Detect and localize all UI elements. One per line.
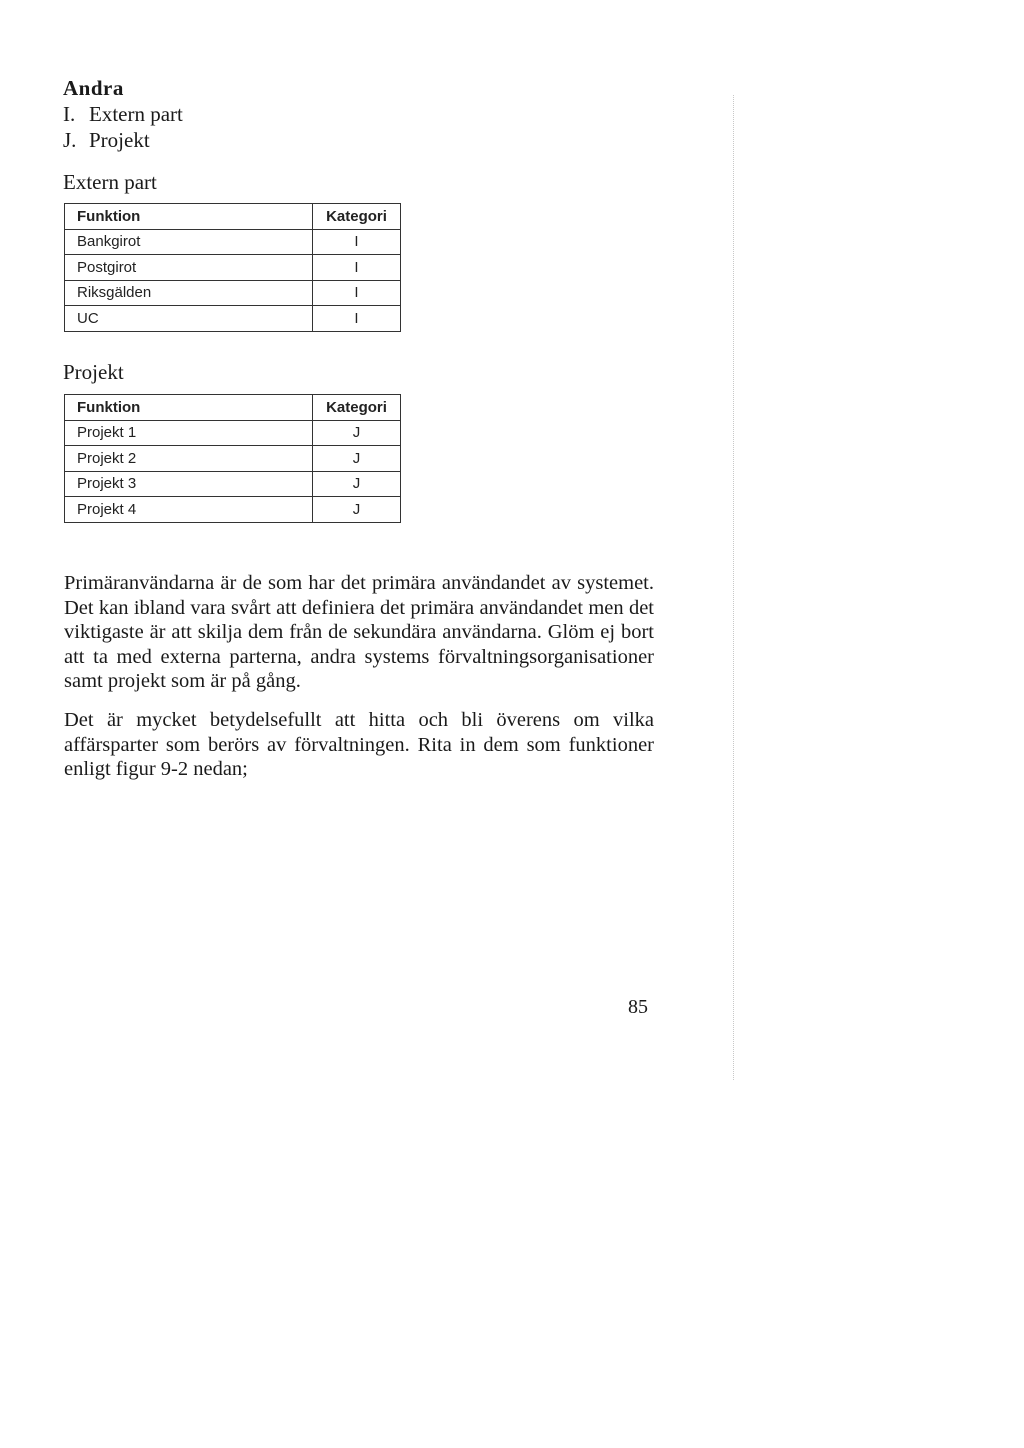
list-marker: J. (63, 128, 77, 152)
cell-funktion: Riksgälden (65, 280, 313, 306)
table-row (65, 229, 401, 255)
page-number: 85 (628, 996, 648, 1018)
list-item-text: Extern part (89, 102, 183, 126)
table-row (65, 471, 401, 497)
cell-kategori: J (313, 420, 401, 446)
body-paragraph-affarsparter: Det är mycket betydelsefullt att hitta och bli överens om vilka affärsparter som berörs av förvaltningen. Rita in dem som funktioner enligt figur 9-2 nedan; (64, 709, 654, 780)
projekt-table (64, 394, 401, 523)
list-item-projekt (63, 128, 150, 153)
cell-funktion: Projekt 4 (65, 497, 313, 523)
section-heading: Andra (63, 76, 124, 100)
cell-funktion: Postgirot (65, 255, 313, 281)
section-title-projekt: Projekt (63, 360, 124, 384)
cell-kategori: J (313, 497, 401, 523)
list-item-extern-part (63, 102, 183, 127)
body-paragraph-primaranvandare: Primäranvändarna är de som har det primära användandet av systemet. Det kan ibland vara svårt att definiera det primära användandet men det viktigaste är att skilja dem från de sekundära användarna. Glöm ej bort att ta med externa parterna, andra systems förvaltningsorganisationer samt projekt som är på gång. (64, 572, 654, 692)
cell-kategori: I (313, 229, 401, 255)
column-header-funktion: Funktion (65, 204, 313, 230)
column-header-kategori: Kategori (313, 395, 401, 421)
column-header-kategori: Kategori (313, 204, 401, 230)
cell-kategori: I (313, 255, 401, 281)
cell-kategori: I (313, 280, 401, 306)
cell-kategori: I (313, 306, 401, 332)
table-row (65, 306, 401, 332)
cell-kategori: J (313, 471, 401, 497)
table-header-row (65, 204, 401, 230)
cell-funktion: Bankgirot (65, 229, 313, 255)
scan-margin-line (733, 95, 734, 1080)
cell-funktion: UC (65, 306, 313, 332)
table-header-row (65, 395, 401, 421)
table-row (65, 497, 401, 523)
list-marker: I. (63, 102, 76, 126)
column-header-funktion: Funktion (65, 395, 313, 421)
table-row (65, 255, 401, 281)
table-row (65, 420, 401, 446)
extern-part-table (64, 203, 401, 332)
cell-funktion: Projekt 3 (65, 471, 313, 497)
section-title-extern-part: Extern part (63, 170, 157, 194)
list-item-text: Projekt (89, 128, 150, 152)
cell-kategori: J (313, 446, 401, 472)
table-row (65, 446, 401, 472)
cell-funktion: Projekt 1 (65, 420, 313, 446)
table-row (65, 280, 401, 306)
cell-funktion: Projekt 2 (65, 446, 313, 472)
